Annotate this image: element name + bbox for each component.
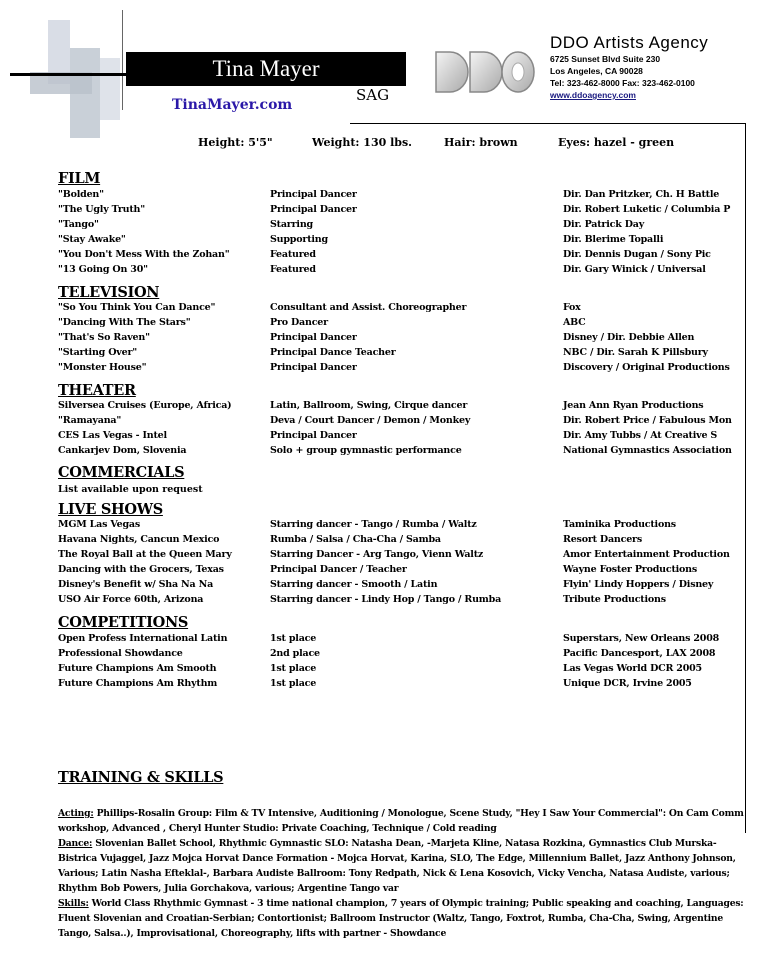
commercials-note: List available upon request (58, 484, 203, 495)
credit-title: "You Don't Mess With the Zohan" (58, 249, 230, 260)
competition-name: Open Profess International Latin (58, 633, 228, 644)
credit-company: Taminika Productions (563, 519, 676, 530)
credit-role: Principal Dancer (270, 204, 357, 215)
credit-role: Consultant and Assist. Choreographer (270, 302, 467, 313)
agency-city: Los Angeles, CA 90028 (550, 66, 643, 76)
table-row (58, 347, 758, 362)
credit-company: Dir. Amy Tubbs / At Creative S (563, 430, 718, 441)
table-row (58, 264, 758, 279)
table-row (58, 332, 758, 347)
credit-company: Discovery / Original Productions (563, 362, 730, 373)
credit-title: Silversea Cruises (Europe, Africa) (58, 400, 232, 411)
table-row (58, 633, 758, 648)
table-row (58, 579, 758, 594)
credit-role: Starring dancer - Smooth / Latin (270, 579, 438, 590)
acting-label: Acting: (58, 808, 94, 819)
credit-company: Dir. Dan Pritzker, Ch. H Battle (563, 189, 720, 200)
agency-logo (430, 40, 538, 104)
divider (350, 123, 745, 124)
agency-name: DDO Artists Agency (550, 33, 709, 52)
credit-title: "The Ugly Truth" (58, 204, 145, 215)
table-row (58, 249, 758, 264)
credit-title: "Tango" (58, 219, 99, 230)
agency-address: 6725 Sunset Blvd Suite 230 (550, 54, 661, 64)
credit-role: Starring dancer - Lindy Hop / Tango / Rumba (270, 594, 502, 605)
credit-company: Amor Entertainment Production (563, 549, 730, 560)
competition-place: 1st place (270, 663, 317, 674)
credit-company: Dir. Gary Winick / Universal (563, 264, 706, 275)
credit-company: Wayne Foster Productions (563, 564, 698, 575)
credit-title: "Starting Over" (58, 347, 138, 358)
credit-title: "Monster House" (58, 362, 147, 373)
skills-text: World Class Rhythmic Gymnast - 3 time national champion, 7 years of Olympic training; Public speaking and coaching, Languages: Fluent Slovenian and Croatian-Serbian; Contortionist; Ballroom Instructor (Waltz, Tango, Foxtrot, Rumba, Cha-Cha, Swing, Argentine Tango, Salsa..), Improvisational, Choreography, lifts with partner - Showdance (58, 898, 744, 939)
credit-role: Supporting (270, 234, 328, 245)
table-row (58, 549, 758, 564)
credit-title: "Stay Awake" (58, 234, 126, 245)
credit-company: NBC / Dir. Sarah K Pillsbury (563, 347, 708, 358)
table-row (58, 362, 758, 377)
credit-role: Principal Dancer / Teacher (270, 564, 407, 575)
table-row (58, 219, 758, 234)
credit-company: Tribute Productions (563, 594, 666, 605)
credit-role: Featured (270, 249, 316, 260)
credit-title: "So You Think You Can Dance" (58, 302, 216, 313)
credit-title: "Ramayana" (58, 415, 122, 426)
competition-event: Superstars, New Orleans 2008 (563, 633, 720, 644)
table-row (58, 234, 758, 249)
agency-phone: Tel: 323-462-8000 Fax: 323-462-0100 (550, 78, 695, 88)
stat-weight: Weight: 130 lbs. (312, 136, 412, 149)
credit-company: Fox (563, 302, 581, 313)
credit-title: "Bolden" (58, 189, 104, 200)
decorative-block (100, 58, 120, 120)
section-heading-film: FILM (58, 170, 101, 187)
competition-place: 1st place (270, 678, 317, 689)
credit-company: Dir. Dennis Dugan / Sony Pic (563, 249, 711, 260)
table-row (58, 648, 758, 663)
credit-company: Jean Ann Ryan Productions (563, 400, 704, 411)
table-row (58, 189, 758, 204)
credit-title: Cankarjev Dom, Slovenia (58, 445, 187, 456)
table-row (58, 534, 758, 549)
divider (122, 10, 123, 110)
training-acting (58, 806, 748, 836)
section-heading-training: TRAINING & SKILLS (58, 769, 224, 786)
table-row (58, 663, 758, 678)
credit-title: "That's So Raven" (58, 332, 150, 343)
credit-role: Featured (270, 264, 316, 275)
credit-title: "13 Going On 30" (58, 264, 148, 275)
credit-role: Principal Dancer (270, 332, 357, 343)
section-heading-television: TELEVISION (58, 284, 160, 301)
credit-company: Disney / Dir. Debbie Allen (563, 332, 695, 343)
credit-role: Starring dancer - Tango / Rumba / Waltz (270, 519, 477, 530)
credit-company: Resort Dancers (563, 534, 643, 545)
training-dance (58, 836, 748, 896)
credit-title: CES Las Vegas - Intel (58, 430, 167, 441)
table-row (58, 204, 758, 219)
credit-company: Dir. Patrick Day (563, 219, 645, 230)
competition-name: Future Champions Am Smooth (58, 663, 217, 674)
dance-text: Slovenian Ballet School, Rhythmic Gymnastic SLO: Natasha Dean, -Marjeta Kline, Natasa Rozkina, Gymnastics Club Murska-Bistrica Vujaggel, Jazz Mojca Horvat Dance Formation - Mojca Horvat, Karina, SLO, The Edge, Millennium Ballet, Jazz Anthony Johnson, Various; Latin Nasha Efteklal-, Barbara Audiste Ballroom: Tony Redpath, Nick & Lena Kosovich, Vicky Vencha, Natasa Audiste, various; Rhythm Bob Powers, Julia Gorchakova, various; Argentine Tango var (58, 838, 736, 894)
skills-label: Skills: (58, 898, 89, 909)
competition-place: 2nd place (270, 648, 320, 659)
credit-role: Principal Dancer (270, 430, 357, 441)
table-row (58, 430, 758, 445)
competition-name: Professional Showdance (58, 648, 183, 659)
section-heading-theater: THEATER (58, 382, 136, 399)
competition-name: Future Champions Am Rhythm (58, 678, 218, 689)
credit-title: The Royal Ball at the Queen Mary (58, 549, 232, 560)
credit-title: Dancing with the Grocers, Texas (58, 564, 224, 575)
credit-company: National Gymnastics Association (563, 445, 732, 456)
stat-eyes: Eyes: hazel - green (558, 136, 675, 149)
credit-role: Principal Dance Teacher (270, 347, 396, 358)
table-row (58, 519, 758, 534)
credit-role: Deva / Court Dancer / Demon / Monkey (270, 415, 471, 426)
credit-role: Starring (270, 219, 313, 230)
competition-place: 1st place (270, 633, 317, 644)
actor-name: Tina Mayer (212, 56, 320, 81)
table-row (58, 564, 758, 579)
table-row (58, 317, 758, 332)
credit-company: Dir. Robert Price / Fabulous Mon (563, 415, 732, 426)
credit-role: Solo + group gymnastic performance (270, 445, 462, 456)
credit-company: Dir. Blerime Topalli (563, 234, 664, 245)
credit-company: Dir. Robert Luketic / Columbia P (563, 204, 731, 215)
credit-role: Rumba / Salsa / Cha-Cha / Samba (270, 534, 441, 545)
dance-label: Dance: (58, 838, 93, 849)
credit-role: Pro Dancer (270, 317, 328, 328)
credit-title: Disney's Benefit w/ Sha Na Na (58, 579, 214, 590)
section-heading-live-shows: LIVE SHOWS (58, 501, 163, 518)
table-row (58, 415, 758, 430)
competition-event: Pacific Dancesport, LAX 2008 (563, 648, 716, 659)
table-row (58, 400, 758, 415)
credit-title: "Dancing With The Stars" (58, 317, 191, 328)
website-link[interactable]: TinaMayer.com (172, 97, 293, 113)
training-skills (58, 896, 748, 941)
credit-company: ABC (563, 317, 586, 328)
union-label: SAG (356, 86, 390, 104)
agency-web-link[interactable]: www.ddoagency.com (550, 90, 636, 100)
credit-title: MGM Las Vegas (58, 519, 141, 530)
table-row (58, 445, 758, 460)
training-block (58, 806, 748, 941)
table-row (58, 678, 758, 693)
credit-role: Starring Dancer - Arg Tango, Vienn Waltz (270, 549, 484, 560)
stat-hair: Hair: brown (444, 136, 518, 149)
credit-company: Flyin' Lindy Hoppers / Disney (563, 579, 714, 590)
table-row (58, 302, 758, 317)
credit-title: Havana Nights, Cancun Mexico (58, 534, 220, 545)
stat-height: Height: 5'5" (198, 136, 273, 149)
credit-title: USO Air Force 60th, Arizona (58, 594, 204, 605)
credit-role: Principal Dancer (270, 362, 357, 373)
credit-role: Principal Dancer (270, 189, 357, 200)
section-heading-competitions: COMPETITIONS (58, 614, 189, 631)
competition-event: Las Vegas World DCR 2005 (563, 663, 702, 674)
section-heading-commercials: COMMERCIALS (58, 464, 185, 481)
acting-text: Phillips-Rosalin Group: Film & TV Intensive, Auditioning / Monologue, Scene Study, "Hey I Saw Your Commercial": On Cam Comm workshop, Advanced , Cheryl Hunter Studio: Private Coaching, Technique / Cold reading (58, 808, 744, 834)
table-row (58, 594, 758, 609)
credit-role: Latin, Ballroom, Swing, Cirque dancer (270, 400, 468, 411)
competition-event: Unique DCR, Irvine 2005 (563, 678, 692, 689)
